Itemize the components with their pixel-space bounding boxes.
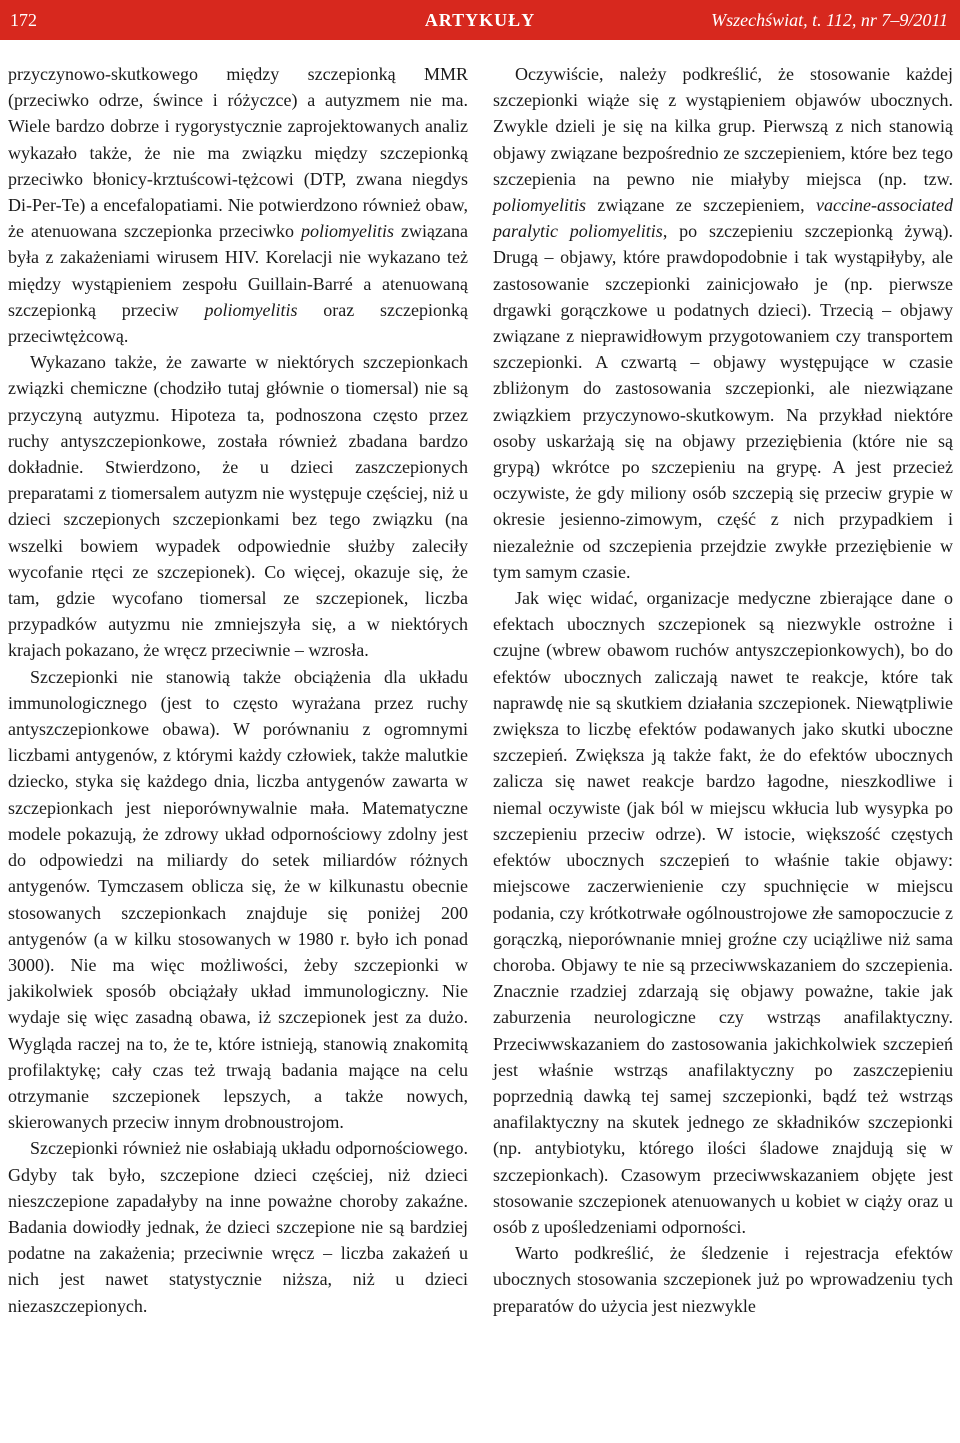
page-header: [0, 0, 960, 40]
right-column: [493, 61, 953, 1319]
left-column: [8, 61, 468, 1319]
paragraph: Jak więc widać, organizacje medyczne zbierające dane o efektach ubocznych szczepionek są niezwykle ostrożne i czujne (wbrew obawom ruchów antyszczepionkowych), bo do efektów ubocznych zaliczają nawet te reakcje, które tak naprawdę nie są skutkiem działania szczepionek. Niewątpliwie zwiększa to liczbę efektów podawanych jako skutki uboczne szczepień. Zwiększa ją także fakt, że do efektów ubocznych zalicza się nawet reakcje bardzo łagodne, nieszkodliwe i niemal oczywiste (jak ból w miejscu wkłucia lub wysypka po szczepieniu przeciw odrze). W istocie, większość częstych efektów ubocznych szczepień to właśnie takie objawy: miejscowe zaczerwienienie czy spuchnięcie w miejscu podania, czy krótkotrwałe ogólnoustrojowe złe samopoczucie z gorączką, nieporównanie mniej groźne czy uciążliwe niż sama choroba. Objawy te nie są przeciwwskazaniem do szczepienia. Znacznie rzadziej zdarzają się objawy poważne, takie jak zaburzenia neurologiczne czy wstrząs anafilaktyczny. Przeciwwskazaniem do zastosowania jakichkolwiek szczepień jest właśnie wstrząs anafilaktyczny po zaszczepieniu poprzednią dawką tej samej szczepionki, bądź też wstrząs anafilaktyczny na skutek jednego ze składników szczepionki (np. antybiotyku, którego ilości śladowe znajdują się w szczepionkach). Czasowym przeciwwskazaniem objęte jest stosowanie szczepionek atenuowanych u kobiet w ciąży oraz u osób z upośledzeniami odporności.: [493, 588, 953, 1237]
paragraph: przyczynowo-skutkowego między szczepionką MMR (przeciwko odrze, śwince i różyczce) a autyzmem nie ma. Wiele bardzo dobrze i rygorystycznie zaprojektowanych analiz wykazało także, że nie ma związku między szczepionką przeciwko błonicy-krztuścowi-tężcowi (DTP, zwana niegdys Di-Per-Te) a encefalopatiami. Nie potwierdzono również obaw, że atenuowana szczepionka przeciwko poliomyelitis związana była z zakażeniami wirusem HIV. Korelacji nie wykazano też między wystąpieniem zespołu Guillain-Barré a atenuowaną szczepionką przeciw poliomyelitis oraz szczepionką przeciwtężcową.: [8, 64, 468, 347]
journal-citation: Wszechświat, t. 112, nr 7–9/2011: [711, 10, 948, 30]
paragraph: Szczepionki również nie osłabiają układu odpornościowego. Gdyby tak było, szczepione dzieci częściej, niż dzieci nieszczepione zapadałyby na inne poważne choroby zakaźne. Badania dowiodły jednak, że dzieci szczepione nie są bardziej podatne na zakażenia; przeciwnie wręcz – liczba zakażeń u nich jest nawet statystycznie niższa, niż u dzieci niezaszczepionych.: [8, 1138, 468, 1316]
paragraph: Warto podkreślić, że śledzenie i rejestracja efektów ubocznych stosowania szczepionek już po wprowadzeniu tych preparatów do użycia jest niezwykle: [493, 1243, 953, 1316]
paragraph: Wykazano także, że zawarte w niektórych szczepionkach związki chemiczne (chodziło tutaj głównie o tiomersal) nie są przyczyną autyzmu. Hipoteza ta, podnoszona często przez ruchy antyszczepionkowe, została również zbadana bardzo dokładnie. Stwierdzono, że u dzieci zaszczepionych preparatami z tiomersalem autyzm nie występuje częściej, niż u dzieci szczepionych szczepionkami bez tego związku (na wszelki bowiem wypadek odpowiednie służby zaleciły wycofanie rtęci ze szczepionek). Co więcej, okazuje się, że tam, gdzie wycofano tiomersal ze szczepionek, liczba przypadków autyzmu nie zmniejszyła się, a w niektórych krajach pokazano, że wręcz przeciwnie – wzrosła.: [8, 352, 468, 661]
paragraph: Oczywiście, należy podkreślić, że stosowanie każdej szczepionki wiąże się z wystąpieniem objawów ubocznych. Zwykle dzieli je się na kilka grup. Pierwszą z nich stanowią objawy związane bezpośrednio ze szczepieniem, które bez tego szczepienia na pewno nie miałyby miejsca (np. tzw. poliomyelitis związane ze szczepieniem, vaccine-associated paralytic poliomyelitis, po szczepieniu szczepionką żywą). Drugą – objawy, które prawdopodobnie i tak wystąpiłyby, ale zastosowanie szczepionki zainicjowało je (np. pierwsze drgawki gorączkowe u podatnych dzieci). Trzecią – objawy związane z nieprawidłowym przygotowaniem czy transportem szczepionki. A czwartą – objawy występujące w czasie zbliżonym do zastosowania szczepionki, ale niezwiązane związkiem przyczynowo-skutkowym. Na przykład niektóre osoby uskarżają się na objawy przeziębienia (które nie są grypą) wkrótce po szczepieniu na grypę. A jest przecież oczywiste, że gdy miliony osób szczepią się przeciw grypie w okresie jesienno-zimowym, część z nich przypadkiem i niezależnie od szczepienia przejdzie zwykłe przeziębienie w tym samym czasie.: [493, 64, 953, 582]
paragraph: Szczepionki nie stanowią także obciążenia dla układu immunologicznego (jest to często wyrażana przez ruchy antyszczepionkowe obawa). W porównaniu z ogromnymi liczbami antygenów, z którymi każdy człowiek, także malutkie dziecko, styka się każdego dnia, liczba antygenów zawarta w szczepionkach jest nieporównywalnie mała. Matematyczne modele pokazują, że zdrowy układ odpornościowy zdolny jest do odpowiedzi na miliardy do setek miliardów różnych antygenów. Tymczasem oblicza się, że w kilkunastu obecnie stosowanych szczepionkach znajduje się poniżej 200 antygenów (a w kilku stosowanych w 1980 r. było ich ponad 3000). Nie ma więc możliwości, żeby szczepionki w jakikolwiek sposób obciążały układ immunologiczny. Nie wydaje się więc zasadną obawa, iż szczepionek jest za dużo. Wygląda raczej na to, że te, które istnieją, stanowią znakomitą profilaktykę; cały czas też trwają badania mające na celu otrzymanie szczepionek lepszych, a także nowych, skierowanych przeciw innym drobnoustrojom.: [8, 666, 468, 1133]
section-title: ARTYKUŁY: [424, 10, 536, 30]
page-number: 172: [10, 10, 37, 30]
